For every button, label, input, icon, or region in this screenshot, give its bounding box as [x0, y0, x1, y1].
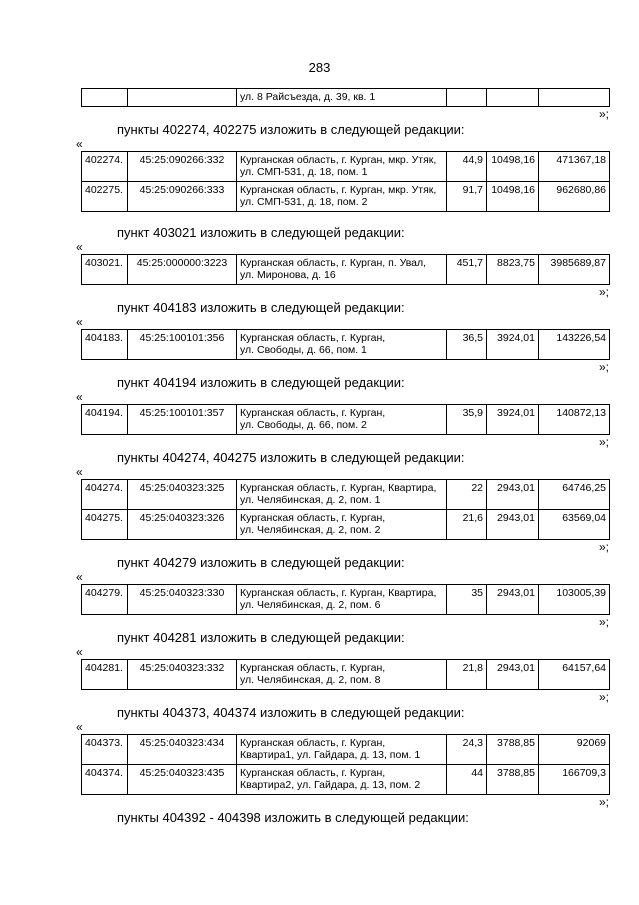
area-cell: 21,8	[447, 659, 487, 689]
area-cell: 44,9	[447, 151, 487, 181]
address-line: Курганская область, г. Курган, мкр. Утяк,	[240, 183, 437, 196]
cadastral-value-cell: 140872,13	[539, 404, 610, 434]
address-line: ул. Челябинская, д. 2, пом. 1	[240, 494, 381, 506]
rate-cell: 3788,85	[487, 764, 539, 794]
opening-quote: «	[76, 719, 83, 734]
address-line: Курганская область, г. Курган,	[240, 661, 386, 674]
address-line: Курганская область, г. Курган, Квартира,	[240, 586, 437, 599]
page-number: 283	[308, 60, 331, 75]
registry-number-cell: 404374.	[82, 764, 128, 794]
table-row	[82, 584, 610, 614]
registry-number-cell: 404275.	[82, 509, 128, 539]
address-line: ул. Челябинская, д. 2, пом. 6	[240, 599, 381, 611]
table-row	[82, 181, 610, 211]
address-line: Курганская область, г. Курган,	[240, 331, 386, 344]
table-row	[82, 329, 610, 359]
address-cell	[237, 479, 447, 509]
cadastral-value-cell: 166709,3	[539, 764, 610, 794]
cadastral-number-cell: 45:25:100101:357	[128, 404, 237, 434]
area-cell: 35,9	[447, 404, 487, 434]
registry-number-cell	[82, 89, 128, 107]
address-cell	[237, 151, 447, 181]
amendment-instruction: пункт 403021 изложить в следующей редакции:	[117, 224, 405, 240]
amendment-table	[81, 254, 610, 285]
address-cell	[237, 584, 447, 614]
registry-number-cell: 404183.	[82, 329, 128, 359]
cadastral-number-cell: 45:25:000000:3223	[128, 254, 237, 284]
amendment-table	[81, 659, 610, 690]
area-cell: 451,7	[447, 254, 487, 284]
table-row	[82, 734, 610, 764]
address-line: Курганская область, г. Курган,	[240, 766, 386, 779]
cadastral-number-cell: 45:25:040323:332	[128, 659, 237, 689]
document-body	[0, 88, 639, 826]
amendment-instruction: пункт 404194 изложить в следующей редакции:	[117, 374, 405, 390]
cadastral-value-cell: 471367,18	[539, 151, 610, 181]
amendment-instruction: пункты 402274, 402275 изложить в следующей редакции:	[117, 121, 465, 137]
rate-cell: 3788,85	[487, 734, 539, 764]
registry-number-cell: 403021.	[82, 254, 128, 284]
cadastral-value-cell: 962680,86	[539, 181, 610, 211]
area-cell: 21,6	[447, 509, 487, 539]
closing-quote: »;	[598, 794, 609, 809]
opening-quote: «	[76, 136, 83, 151]
area-cell: 24,3	[447, 734, 487, 764]
cadastral-number-cell: 45:25:040323:326	[128, 509, 237, 539]
area-cell: 35	[447, 584, 487, 614]
amendment-instruction: пункты 404274, 404275 изложить в следующей редакции:	[117, 449, 465, 465]
opening-quote: «	[76, 239, 83, 254]
table-row	[82, 89, 610, 107]
address-line: ул. Свободы, д. 66, пом. 2	[240, 419, 367, 431]
opening-quote: «	[76, 569, 83, 584]
closing-quote: »;	[598, 359, 609, 374]
table-row	[82, 254, 610, 284]
address-line: Курганская область, г. Курган,	[240, 511, 386, 524]
address-cell	[237, 659, 447, 689]
cadastral-number-cell: 45:25:040323:435	[128, 764, 237, 794]
closing-quote: »;	[598, 614, 609, 629]
closing-quote: »;	[598, 539, 609, 554]
address-line: ул. Челябинская, д. 2, пом. 2	[240, 524, 381, 536]
rate-cell	[487, 89, 539, 107]
amendment-instruction: пункт 404281 изложить в следующей редакции:	[117, 629, 405, 645]
amendment-instruction: пункт 404183 изложить в следующей редакции:	[117, 299, 405, 315]
area-cell: 22	[447, 479, 487, 509]
address-cell	[237, 404, 447, 434]
registry-number-cell: 404279.	[82, 584, 128, 614]
address-line: Курганская область, г. Курган, мкр. Утяк,	[240, 153, 437, 166]
closing-quote: »;	[598, 106, 609, 121]
area-cell: 91,7	[447, 181, 487, 211]
area-cell	[447, 89, 487, 107]
amendment-table	[81, 584, 610, 615]
opening-quote: «	[76, 389, 83, 404]
cadastral-number-cell: 45:25:100101:356	[128, 329, 237, 359]
table-row	[82, 764, 610, 794]
address-line: Квартира2, ул. Гайдара, д. 13, пом. 2	[240, 779, 421, 791]
amendment-table	[81, 88, 610, 107]
amendment-table	[81, 404, 610, 435]
table-row	[82, 151, 610, 181]
amendment-instruction: пункт 404279 изложить в следующей редакции:	[117, 554, 405, 570]
cadastral-number-cell: 45:25:090266:332	[128, 151, 237, 181]
closing-quote: »;	[598, 434, 609, 449]
registry-number-cell: 404373.	[82, 734, 128, 764]
address-cell	[237, 181, 447, 211]
rate-cell: 10498,16	[487, 151, 539, 181]
amendment-table	[81, 329, 610, 360]
cadastral-value-cell: 92069	[539, 734, 610, 764]
rate-cell: 10498,16	[487, 181, 539, 211]
registry-number-cell: 404274.	[82, 479, 128, 509]
table-row	[82, 404, 610, 434]
address-line: Курганская область, г. Курган, Квартира,	[240, 481, 437, 494]
rate-cell: 3924,01	[487, 404, 539, 434]
address-line: ул. СМП-531, д. 18, пом. 2	[240, 196, 368, 208]
address-cell	[237, 329, 447, 359]
address-cell	[237, 764, 447, 794]
amendment-table	[81, 734, 610, 795]
table-row	[82, 479, 610, 509]
rate-cell: 2943,01	[487, 659, 539, 689]
registry-number-cell: 402274.	[82, 151, 128, 181]
address-cell	[237, 509, 447, 539]
address-line: ул. Миронова, д. 16	[240, 269, 336, 281]
address-line: Квартира1, ул. Гайдара, д. 13, пом. 1	[240, 749, 421, 761]
address-line: Курганская область, г. Курган,	[240, 736, 386, 749]
cadastral-value-cell: 63569,04	[539, 509, 610, 539]
cadastral-value-cell: 103005,39	[539, 584, 610, 614]
cadastral-value-cell: 143226,54	[539, 329, 610, 359]
registry-number-cell: 404194.	[82, 404, 128, 434]
opening-quote: «	[76, 314, 83, 329]
rate-cell: 2943,01	[487, 584, 539, 614]
closing-quote: »;	[598, 284, 609, 299]
cadastral-number-cell	[128, 89, 237, 107]
opening-quote: «	[76, 644, 83, 659]
cadastral-value-cell: 3985689,87	[539, 254, 610, 284]
amendment-instruction: пункты 404392 - 404398 изложить в следующей редакции:	[117, 809, 469, 825]
cadastral-number-cell: 45:25:090266:333	[128, 181, 237, 211]
spacer	[0, 212, 639, 224]
address-line: ул. Свободы, д. 66, пом. 1	[240, 344, 367, 356]
cadastral-value-cell	[539, 89, 610, 107]
cadastral-value-cell: 64746,25	[539, 479, 610, 509]
cadastral-number-cell: 45:25:040323:325	[128, 479, 237, 509]
cadastral-number-cell: 45:25:040323:330	[128, 584, 237, 614]
area-cell: 36,5	[447, 329, 487, 359]
area-cell: 44	[447, 764, 487, 794]
address-line: ул. 8 Райсъезда, д. 39, кв. 1	[240, 91, 376, 103]
rate-cell: 8823,75	[487, 254, 539, 284]
cadastral-value-cell: 64157,64	[539, 659, 610, 689]
registry-number-cell: 402275.	[82, 181, 128, 211]
address-cell	[237, 734, 447, 764]
amendment-instruction: пункты 404373, 404374 изложить в следующей редакции:	[117, 704, 465, 720]
address-line: ул. Челябинская, д. 2, пом. 8	[240, 674, 381, 686]
rate-cell: 3924,01	[487, 329, 539, 359]
amendment-table	[81, 151, 610, 212]
cadastral-number-cell: 45:25:040323:434	[128, 734, 237, 764]
registry-number-cell: 404281.	[82, 659, 128, 689]
table-row	[82, 509, 610, 539]
rate-cell: 2943,01	[487, 509, 539, 539]
address-cell	[237, 254, 447, 284]
opening-quote: «	[76, 464, 83, 479]
address-line: Курганская область, г. Курган, п. Увал,	[240, 256, 427, 269]
amendment-table	[81, 479, 610, 540]
address-cell	[237, 89, 447, 107]
table-row	[82, 659, 610, 689]
closing-quote: »;	[598, 689, 609, 704]
rate-cell: 2943,01	[487, 479, 539, 509]
address-line: ул. СМП-531, д. 18, пом. 1	[240, 166, 368, 178]
address-line: Курганская область, г. Курган,	[240, 406, 386, 419]
